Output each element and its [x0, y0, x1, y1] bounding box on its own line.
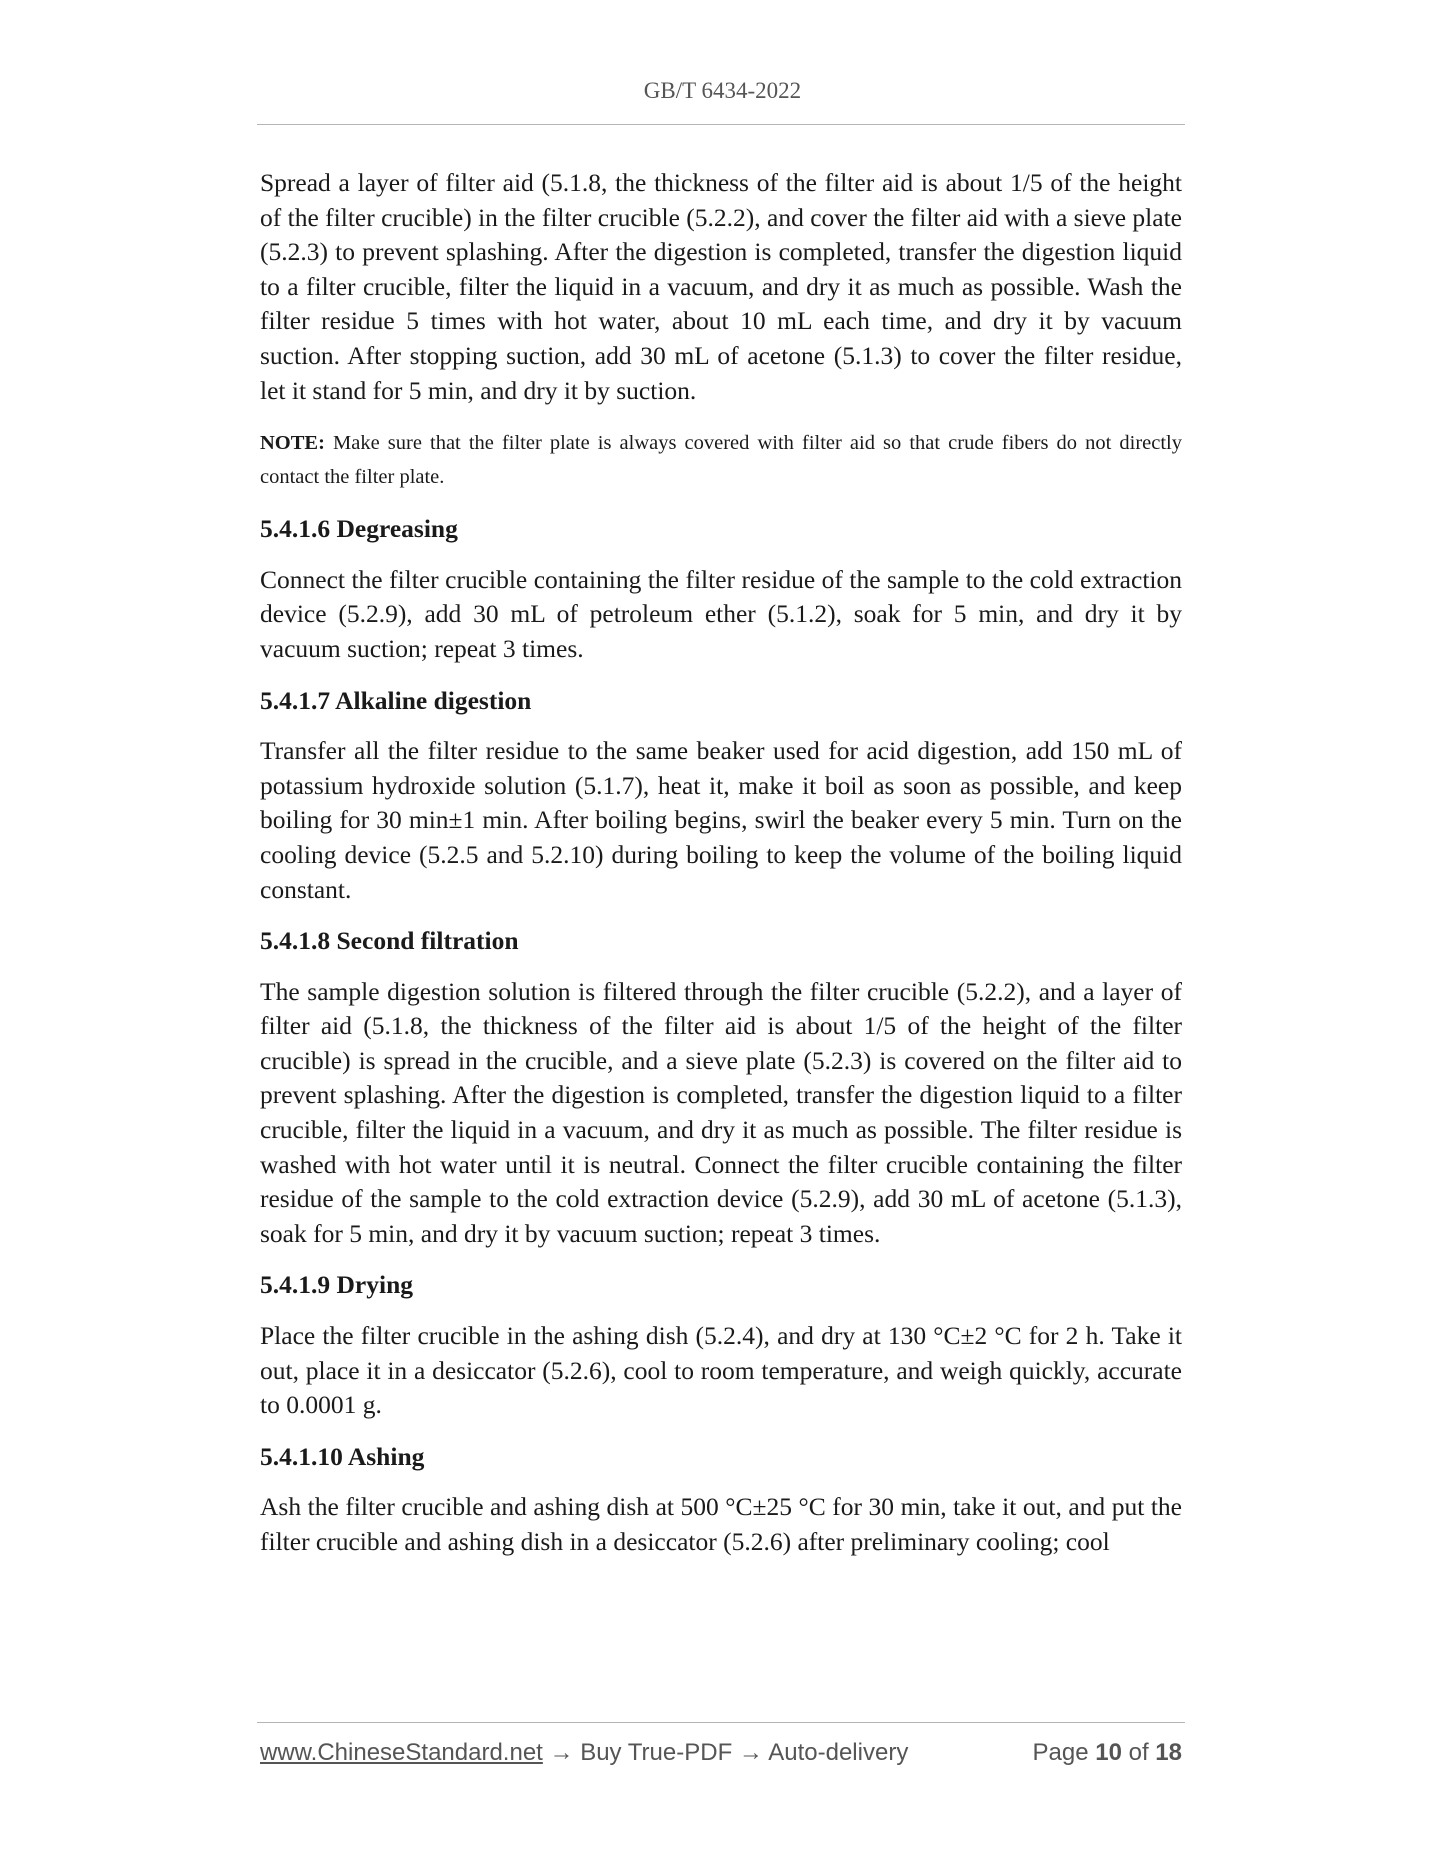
section-heading-ashing: 5.4.1.10 Ashing [260, 1441, 425, 1471]
auto-delivery-text: Auto-delivery [768, 1739, 909, 1766]
arrow-right-icon: → [738, 1739, 763, 1766]
paragraph-filter-aid: Spread a layer of filter aid (5.1.8, the thickness of the filter aid is about 1/5 of the height of the filter crucible) in the filter crucible (5.2.2), and cover the filter aid with a sieve plate (5.2.3) to prevent splashing. After the digestion is completed, transfer the digestion liquid to a filter crucible, filter the liquid in a vacuum, and dry it as much as possible. Wash the filter residue 5 times with hot water, about 10 mL each time, and dry it by vacuum suction. After stopping suction, add 30 mL of acetone (5.1.3) to cover the filter residue, let it stand for 5 min, and dry it by suction. [260, 168, 1182, 405]
page-current: 10 [1095, 1739, 1122, 1766]
page-footer [260, 1735, 1182, 1771]
note-label: NOTE: [260, 432, 325, 455]
page-of: of [1128, 1739, 1149, 1766]
arrow-right-icon: → [549, 1739, 574, 1766]
section-heading-degreasing: 5.4.1.6 Degreasing [260, 514, 458, 544]
footer-promo [260, 1735, 908, 1771]
page-total: 18 [1155, 1739, 1182, 1766]
page-label: Page [1032, 1739, 1089, 1766]
section-heading-alkaline-digestion: 5.4.1.7 Alkaline digestion [260, 685, 532, 715]
section-text-drying: Place the filter crucible in the ashing dish (5.2.4), and dry at 130 °C±2 °C for 2 h. Take it out, place it in a desiccator (5.2.6), cool to room temperature, and weigh quickly, accurate to 0.0001 g. [260, 1321, 1182, 1420]
section-text-alkaline-digestion: Transfer all the filter residue to the same beaker used for acid digestion, add 150 mL of potassium hydroxide solution (5.1.7), heat it, make it boil as soon as possible, and keep boiling for 30 min±1 min. After boiling begins, swirl the beaker every 5 min. Turn on the cooling device (5.2.5 and 5.2.10) during boiling to keep the volume of the boiling liquid constant. [260, 736, 1182, 904]
section-text-degreasing: Connect the filter crucible containing the filter residue of the sample to the cold extraction device (5.2.9), add 30 mL of petroleum ether (5.1.2), soak for 5 min, and dry it by vacuum suction; repeat 3 times. [260, 564, 1182, 663]
page-number [1033, 1735, 1183, 1771]
note-text: Make sure that the filter plate is always covered with filter aid so that crude fibers do not directly contact the filter plate. [260, 432, 1182, 489]
section-heading-drying: 5.4.1.9 Drying [260, 1270, 413, 1300]
buy-true-pdf-text: Buy True-PDF [580, 1739, 733, 1766]
website-link[interactable]: www.ChineseStandard.net [260, 1739, 543, 1766]
section-heading-second-filtration: 5.4.1.8 Second filtration [260, 926, 519, 956]
standard-id: GB/T 6434-2022 [643, 78, 802, 103]
section-text-second-filtration: The sample digestion solution is filtered through the filter crucible (5.2.2), and a layer of filter aid (5.1.8, the thickness of the filter aid is about 1/5 of the height of the filter crucible) is spread in the crucible, and a sieve plate (5.2.3) is covered on the filter aid to prevent splashing. After the digestion is completed, transfer the digestion liquid to a filter crucible, filter the liquid in a vacuum, and dry it as much as possible. The filter residue is washed with hot water until it is neutral. Connect the filter crucible containing the filter residue of the sample to the cold extraction device (5.2.9), add 30 mL of acetone (5.1.3), soak for 5 min, and dry it by vacuum suction; repeat 3 times. [260, 976, 1182, 1248]
section-text-ashing: Ash the filter crucible and ashing dish at 500 °C±25 °C for 30 min, take it out, and put the filter crucible and ashing dish in a desiccator (5.2.6) after preliminary cooling; cool [260, 1492, 1182, 1556]
footer-divider [257, 1722, 1185, 1723]
note [260, 426, 1182, 494]
document-body [260, 166, 1182, 1560]
header-divider [257, 124, 1185, 125]
page-header [0, 78, 1445, 104]
